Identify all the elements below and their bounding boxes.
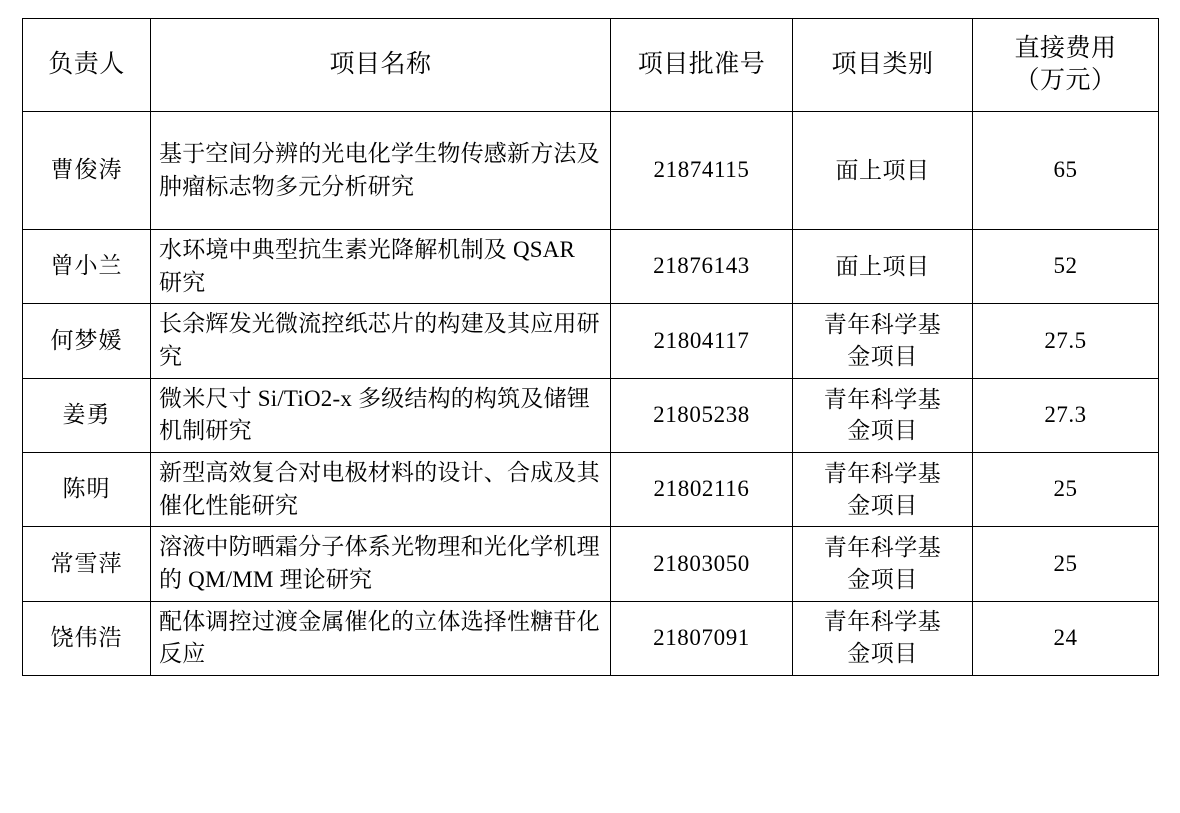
cell-category-line2: 金项目	[847, 343, 918, 369]
cell-number: 21805238	[611, 378, 793, 452]
table-row	[23, 527, 1159, 601]
cell-category-line1: 面上项目	[835, 157, 930, 183]
table-row	[23, 112, 1159, 230]
grant-projects-table	[22, 18, 1159, 676]
cell-leader: 何梦媛	[23, 304, 151, 378]
column-header-number: 项目批准号	[611, 19, 793, 112]
cell-number: 21874115	[611, 112, 793, 230]
cell-number: 21803050	[611, 527, 793, 601]
column-header-title: 项目名称	[151, 19, 611, 112]
cell-fee: 25	[973, 452, 1159, 526]
table-row	[23, 304, 1159, 378]
cell-category-line1: 青年科学基	[823, 460, 942, 486]
cell-category-line1: 面上项目	[835, 253, 930, 279]
column-header-fee	[973, 19, 1159, 112]
cell-number: 21807091	[611, 601, 793, 675]
cell-fee: 24	[973, 601, 1159, 675]
cell-leader: 曾小兰	[23, 230, 151, 304]
cell-title: 水环境中典型抗生素光降解机制及 QSAR 研究	[151, 230, 611, 304]
cell-category-line1: 青年科学基	[823, 312, 942, 338]
table-header-row	[23, 19, 1159, 112]
column-header-category: 项目类别	[793, 19, 973, 112]
column-header-fee-line2: （万元）	[1014, 67, 1117, 94]
cell-title: 微米尺寸 Si/TiO2-x 多级结构的构筑及储锂机制研究	[151, 378, 611, 452]
cell-category	[793, 452, 973, 526]
cell-fee: 65	[973, 112, 1159, 230]
cell-category	[793, 378, 973, 452]
cell-category	[793, 112, 973, 230]
cell-number: 21802116	[611, 452, 793, 526]
cell-leader: 常雪萍	[23, 527, 151, 601]
cell-category	[793, 304, 973, 378]
cell-category	[793, 601, 973, 675]
cell-category	[793, 230, 973, 304]
table-row	[23, 601, 1159, 675]
cell-number: 21876143	[611, 230, 793, 304]
cell-fee: 27.5	[973, 304, 1159, 378]
cell-category-line2: 金项目	[847, 641, 918, 667]
cell-category-line2: 金项目	[847, 492, 918, 518]
column-header-fee-line1: 直接费用	[1014, 35, 1117, 62]
table-header	[23, 19, 1159, 112]
cell-title: 基于空间分辨的光电化学生物传感新方法及肿瘤标志物多元分析研究	[151, 112, 611, 230]
cell-title: 长余辉发光微流控纸芯片的构建及其应用研究	[151, 304, 611, 378]
table-row	[23, 452, 1159, 526]
cell-category	[793, 527, 973, 601]
cell-fee: 52	[973, 230, 1159, 304]
table-row	[23, 230, 1159, 304]
table-body	[23, 112, 1159, 676]
cell-leader: 陈明	[23, 452, 151, 526]
cell-number: 21804117	[611, 304, 793, 378]
cell-category-line1: 青年科学基	[823, 609, 942, 635]
column-header-leader: 负责人	[23, 19, 151, 112]
cell-fee: 25	[973, 527, 1159, 601]
cell-fee: 27.3	[973, 378, 1159, 452]
cell-leader: 姜勇	[23, 378, 151, 452]
cell-category-line2: 金项目	[847, 418, 918, 444]
cell-category-line1: 青年科学基	[823, 535, 942, 561]
cell-category-line2: 金项目	[847, 566, 918, 592]
cell-title: 配体调控过渡金属催化的立体选择性糖苷化反应	[151, 601, 611, 675]
cell-category-line1: 青年科学基	[823, 386, 942, 412]
cell-leader: 饶伟浩	[23, 601, 151, 675]
table-row	[23, 378, 1159, 452]
cell-title: 溶液中防晒霜分子体系光物理和光化学机理的 QM/MM 理论研究	[151, 527, 611, 601]
cell-leader: 曹俊涛	[23, 112, 151, 230]
cell-title: 新型高效复合对电极材料的设计、合成及其催化性能研究	[151, 452, 611, 526]
